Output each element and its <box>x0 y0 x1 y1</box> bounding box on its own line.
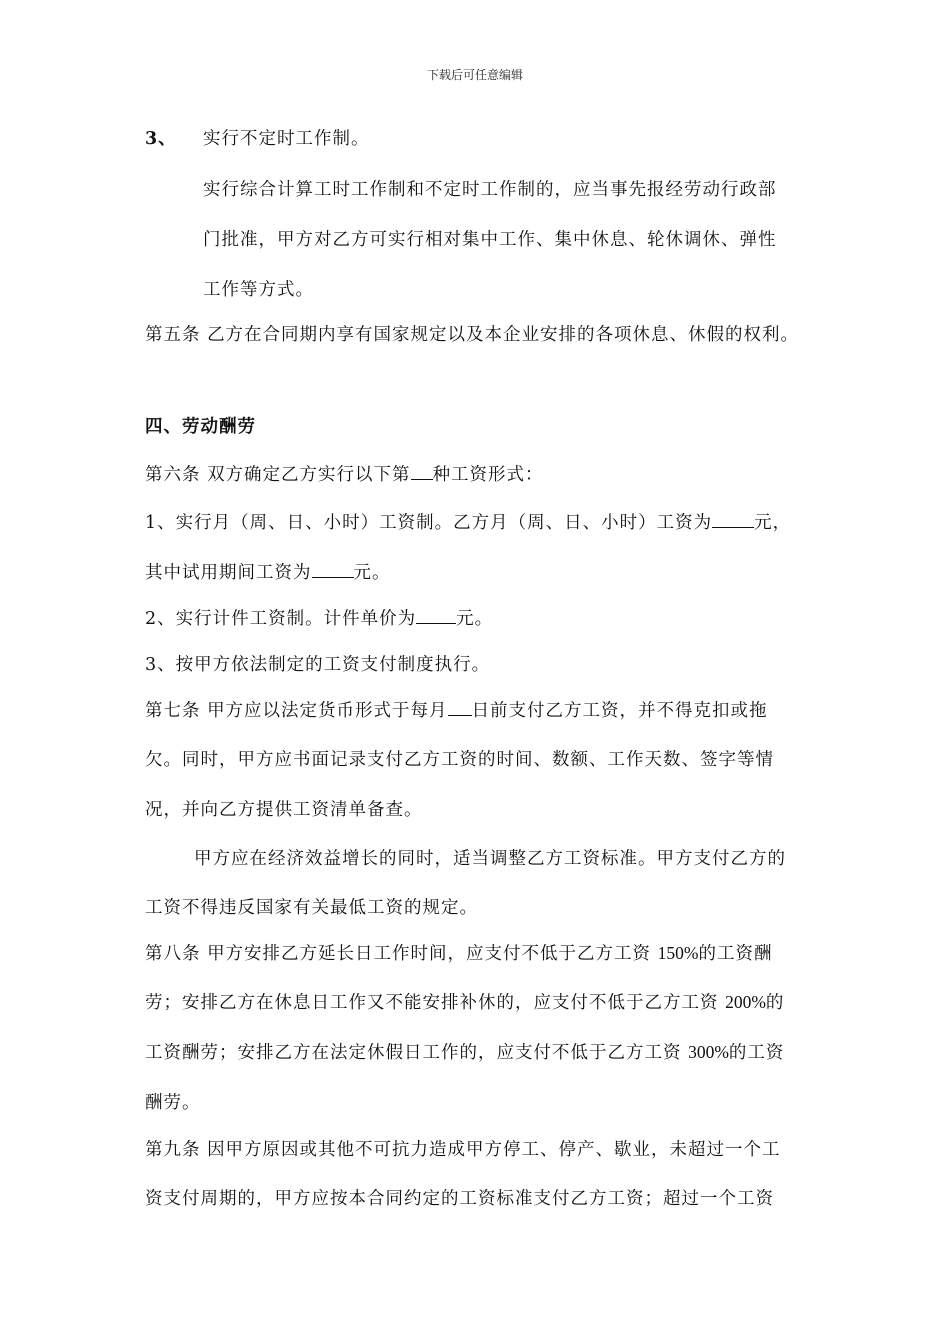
option-2-text: 元。 <box>456 609 494 629</box>
article-6 <box>145 461 544 486</box>
article-8-text: 第八条 甲方安排乙方延长日工作时间，应支付不低于乙方工资 <box>145 944 658 964</box>
option-1-line <box>145 559 391 584</box>
article-7-para2-line: 工资不得违反国家有关最低工资的规定。 <box>145 898 478 918</box>
article-6-text: 第六条 双方确定乙方实行以下第 <box>145 465 411 485</box>
blank-field[interactable] <box>312 560 354 579</box>
percentage-value: 200% <box>725 992 766 1012</box>
item3-number: 3、 <box>145 129 177 149</box>
blank-field[interactable] <box>712 510 754 529</box>
option-1-text: 1、实行月（周、日、小时）工资制。乙方月（周、日、小时）工资为 <box>145 513 713 533</box>
percentage-value: 150% <box>657 943 699 963</box>
option-1-text: 元。 <box>353 563 391 583</box>
item3-para-line: 实行综合计算工时工作制和不定时工作制的，应当事先报经劳动行政部 <box>203 180 777 200</box>
option-2-text: 2、实行计件工资制。计件单价为 <box>145 609 417 629</box>
article-7-text: 第七条 甲方应以法定货币形式于每月 <box>145 701 448 721</box>
item3-para-line: 门批准，甲方对乙方可实行相对集中工作、集中休息、轮休调休、弹性 <box>203 230 777 250</box>
article-8-text: 的 <box>765 993 785 1013</box>
option-1-text: 元， <box>754 513 792 533</box>
option-1-text: 其中试用期间工资为 <box>145 563 312 583</box>
article-8-line: 酬劳。 <box>145 1093 201 1113</box>
blank-field[interactable] <box>411 462 433 481</box>
article-8-text: 的工资酬 <box>698 944 773 964</box>
article-7-line <box>145 697 768 722</box>
article-8-line <box>145 1039 784 1064</box>
article-7-para2-line: 甲方应在经济效益增长的同时，适当调整乙方工资标准。甲方支付乙方的 <box>194 849 786 869</box>
blank-field[interactable] <box>448 698 472 717</box>
article-5: 第五条 乙方在合同期内享有国家规定以及本企业安排的各项休息、休假的权利。 <box>145 325 800 345</box>
section-heading: 四、劳动酬劳 <box>145 417 256 437</box>
article-8-text: 工资酬劳；安排乙方在法定休假日工作的，应支付不低于乙方工资 <box>145 1043 689 1063</box>
article-7-text: 日前支付乙方工资，并不得克扣或拖 <box>471 701 768 721</box>
percentage-value: 300% <box>688 1042 729 1062</box>
item3-title: 实行不定时工作制。 <box>203 129 370 149</box>
option-2 <box>145 605 493 630</box>
option-1-line <box>145 509 791 534</box>
article-8-text: 的工资 <box>728 1043 785 1063</box>
article-9-line: 第九条 因甲方原因或其他不可抗力造成甲方停工、停产、歇业，未超过一个工 <box>145 1140 781 1160</box>
article-9-line: 资支付周期的，甲方应按本合同约定的工资标准支付乙方工资；超过一个工资 <box>145 1189 774 1209</box>
article-8-text: 劳；安排乙方在休息日工作又不能安排补休的，应支付不低于乙方工资 <box>145 993 726 1013</box>
article-8-line <box>145 989 784 1014</box>
option-3: 3、按甲方依法制定的工资支付制度执行。 <box>145 655 491 675</box>
article-7-line: 况，并向乙方提供工资清单备查。 <box>145 800 423 820</box>
blank-field[interactable] <box>416 606 456 625</box>
article-8-line <box>145 940 772 965</box>
article-7-line: 欠。同时，甲方应书面记录支付乙方工资的时间、数额、工作天数、签字等情 <box>145 750 774 770</box>
page-header: 下载后可任意编辑 <box>426 68 523 82</box>
item3-para-line: 工作等方式。 <box>203 280 314 300</box>
article-6-text: 种工资形式： <box>432 465 544 485</box>
